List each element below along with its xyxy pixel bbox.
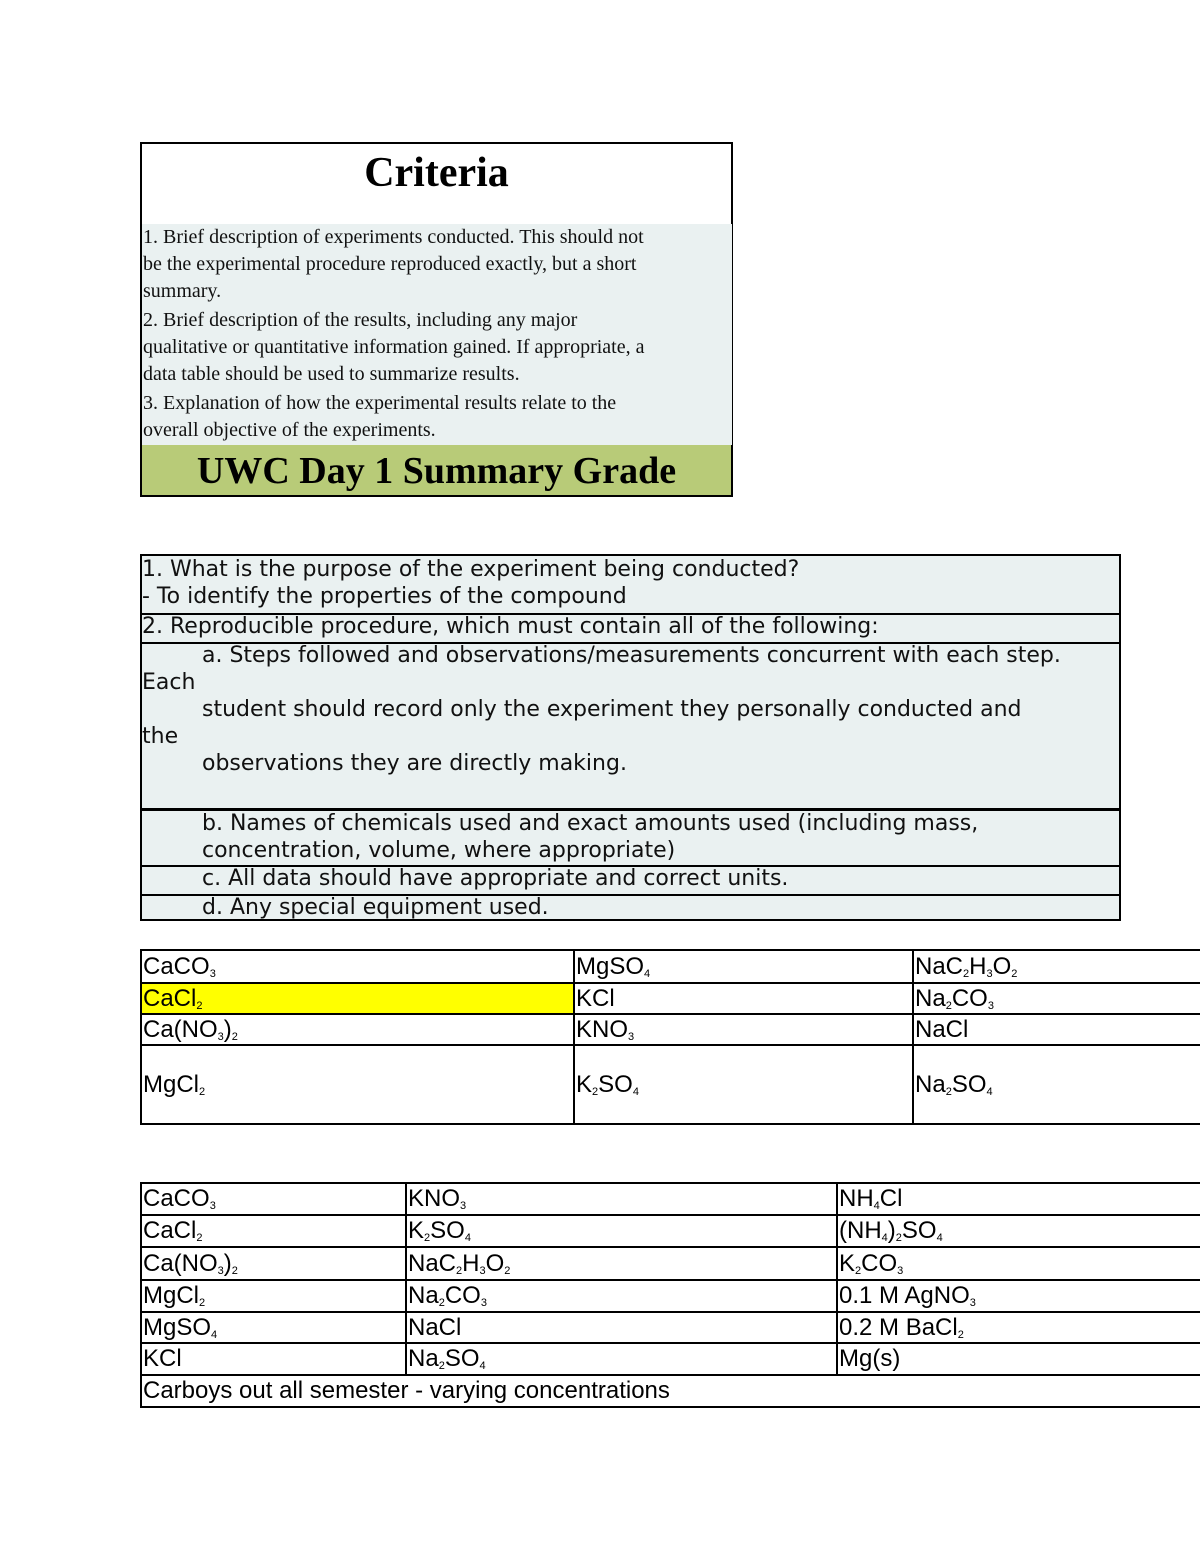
carboys-note: Carboys out all semester - varying concentrations <box>141 1375 1200 1407</box>
chem1-cell: $Na_2CO_3$ <box>913 983 1200 1014</box>
chem2-cell: CaCO$_3$ <box>141 1183 406 1215</box>
chem2-cell: NaCl <box>406 1312 837 1343</box>
procedure-item-a <box>142 642 1119 811</box>
chem1-cell: $K_2SO_4$ <box>574 1045 913 1124</box>
chem2-row <box>141 1312 1200 1343</box>
chem2-cell: 0.1 M AgNO$_3$ <box>837 1280 1200 1312</box>
criteria-item-1 <box>142 224 732 309</box>
procedure-item-c <box>142 865 1119 896</box>
purpose-answer: - To identify the properties of the compound <box>142 584 627 609</box>
criteria-table <box>140 142 733 497</box>
procedure-item-c-text: c. All data should have appropriate and correct units. <box>202 866 789 891</box>
summary-grade-label: UWC Day 1 Summary Grade <box>142 445 731 495</box>
procedure-header: 2. Reproducible procedure, which must contain all of the following: <box>142 614 879 639</box>
chem2-cell: $NH_4Cl$ <box>837 1183 1200 1215</box>
chem2-cell: 0.2 M BaCl$_2$ <box>837 1312 1200 1343</box>
chem2-row <box>141 1215 1200 1247</box>
chem2-row <box>141 1343 1200 1375</box>
chem1-cell: $Ca(NO_3)_2$ <box>141 1014 574 1045</box>
chem1-row <box>141 1045 1200 1124</box>
criteria-item-2-line: 2. Brief description of the results, including any major <box>143 309 578 331</box>
criteria-item-1-line: be the experimental procedure reproduced exactly, but a short <box>143 253 637 275</box>
chemical-table-2 <box>140 1182 1200 1408</box>
chemical-table-1 <box>140 949 1200 1125</box>
procedure-item-b-line: b. Names of chemicals used and exact amounts used (including mass, <box>202 811 979 836</box>
criteria-item-2-line: data table should be used to summarize results. <box>143 363 520 385</box>
chem2-cell: $(NH_4)_2SO_4$ <box>837 1215 1200 1247</box>
chem1-cell: MgCl$_2$ <box>141 1045 574 1124</box>
criteria-item-1-line: 1. Brief description of experiments conducted. This should not <box>143 226 644 248</box>
procedure-item-b <box>142 810 1119 867</box>
chem1-cell: $KNO_3$ <box>574 1014 913 1045</box>
procedure-item-a-line: Each <box>142 670 196 695</box>
criteria-item-1-line: summary. <box>143 280 222 302</box>
criteria-item-3-line: overall objective of the experiments. <box>143 419 436 441</box>
chem2-row <box>141 1280 1200 1312</box>
criteria-item-3 <box>142 390 732 447</box>
chem2-cell: MgSO$_4$ <box>141 1312 406 1343</box>
purpose-question: 1. What is the purpose of the experiment being conducted? <box>142 557 800 582</box>
procedure-item-d <box>142 894 1119 921</box>
purpose-row <box>142 556 1119 615</box>
criteria-item-2-line: qualitative or quantitative information gained. If appropriate, a <box>143 336 645 358</box>
criteria-title: Criteria <box>142 144 731 226</box>
chem1-cell: CaCl$_2$ <box>141 983 574 1014</box>
chem2-cell: $NaC_2H_3O_2$ <box>406 1247 837 1280</box>
chem1-cell: $Na_2SO_4$ <box>913 1045 1200 1124</box>
chem2-row <box>141 1183 1200 1215</box>
chem2-cell: MgCl$_2$ <box>141 1280 406 1312</box>
chem1-cell: CaCO$_3$ <box>141 950 574 983</box>
procedure-item-a-line: observations they are directly making. <box>202 751 627 776</box>
chem1-cell: $NaC_2H_3O_2$ <box>913 950 1200 983</box>
chem2-footer-row <box>141 1375 1200 1407</box>
chem2-cell: KCl <box>141 1343 406 1375</box>
procedure-header-row <box>142 613 1119 644</box>
chem2-row <box>141 1247 1200 1280</box>
chem1-row <box>141 1014 1200 1045</box>
criteria-item-3-line: 3. Explanation of how the experimental results relate to the <box>143 392 617 414</box>
procedure-item-a-line: the <box>142 724 179 749</box>
chem2-cell: $Na_2SO_4$ <box>406 1343 837 1375</box>
procedure-item-a-line: a. Steps followed and observations/measurements concurrent with each step. <box>202 643 1061 668</box>
chem1-row <box>141 950 1200 983</box>
chem1-cell: MgSO$_4$ <box>574 950 913 983</box>
procedure-item-b-line: concentration, volume, where appropriate) <box>202 838 676 863</box>
chem1-row <box>141 983 1200 1014</box>
procedure-item-a-line: student should record only the experiment they personally conducted and <box>202 697 1022 722</box>
chem2-cell: Mg(s) <box>837 1343 1200 1375</box>
chem1-cell: KCl <box>574 983 913 1014</box>
chem1-cell: NaCl <box>913 1014 1200 1045</box>
chem2-cell: CaCl$_2$ <box>141 1215 406 1247</box>
procedure-table <box>140 554 1121 921</box>
procedure-item-d-text: d. Any special equipment used. <box>202 895 549 920</box>
chem2-cell: $Ca(NO_3)_2$ <box>141 1247 406 1280</box>
chem2-cell: $K_2SO_4$ <box>406 1215 837 1247</box>
chem2-cell: $KNO_3$ <box>406 1183 837 1215</box>
chem2-cell: $Na_2CO_3$ <box>406 1280 837 1312</box>
criteria-item-2 <box>142 307 732 392</box>
chem2-cell: $K_2CO_3$ <box>837 1247 1200 1280</box>
